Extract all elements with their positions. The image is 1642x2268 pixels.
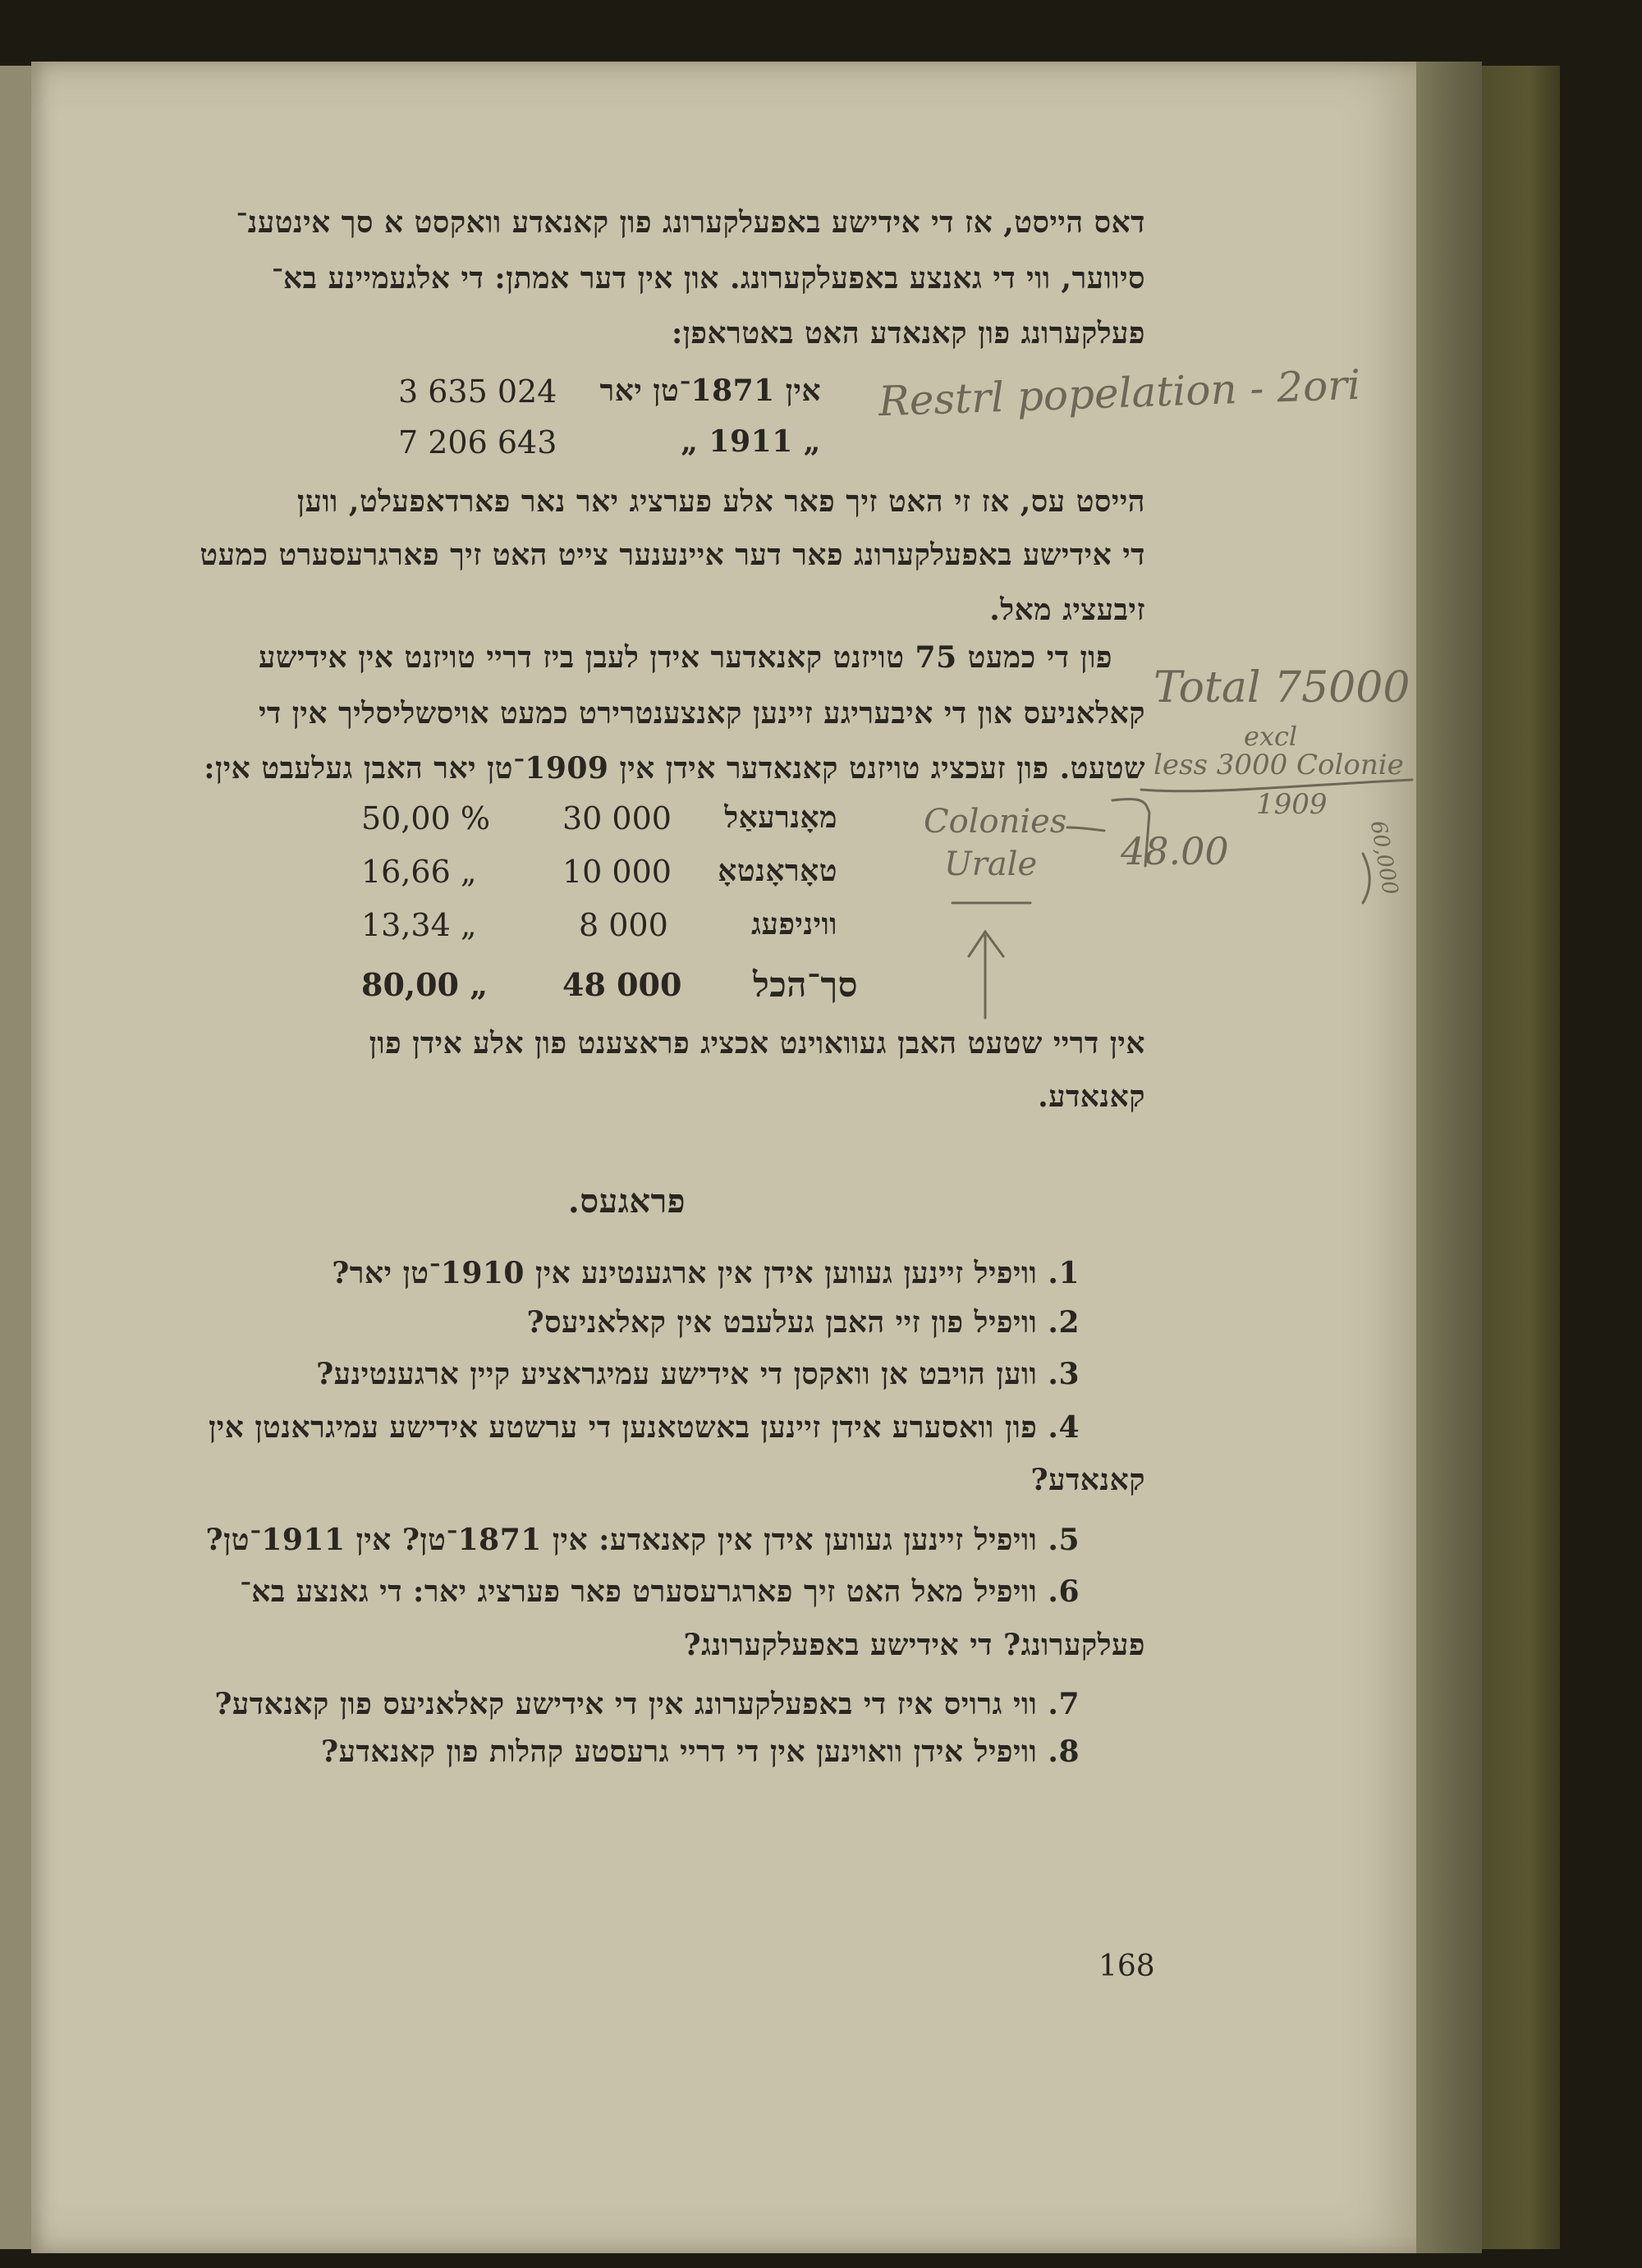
pencil-bracket-mark <box>1112 799 1149 866</box>
city-percent-winnipeg: 13,34 „ <box>361 907 477 943</box>
population-label-1911: „ 1911 „ <box>681 424 821 459</box>
question-5: 5. וויפיל זיינען געווען אידן אין קאנאדע: אין 1871־טן? אין 1911־טן? <box>205 1523 1080 1557</box>
annotation-excl: excl <box>1244 721 1298 752</box>
city-name-montreal: מאָנרעאַל <box>724 800 837 835</box>
question-7: 7. ווי גרויס איז די באפעלקערונג אין די אידישע קאלאניעס פון קאנאדע? <box>214 1687 1080 1721</box>
paragraph2-line1: הייסט עס, אז זי האט זיך פאר אלע פערציג יאר נאר פארדאפעלט, ווען <box>296 484 1145 519</box>
paragraph3-line1: פון די כמעט 75 טויזנט קאנאדער אידן לעבן ביז דריי טויזנט אין אידישע <box>258 640 1112 675</box>
paragraph2-line2: די אידישע באפעלקערונג פאר דער איינענער צייט האט זיך פארגרעסערט כמעט <box>200 538 1145 572</box>
paragraph3-line3: שטעט. פון זעכציג טויזנט קאנאדער אידן אין 1909־טן יאר האבן געלעבט אין: <box>204 751 1145 786</box>
annotation-total: Total 75000 <box>1154 663 1410 712</box>
population-label-1871: אין 1871־טן יאר <box>599 373 821 408</box>
annotation-48000: 48.00 <box>1121 829 1229 873</box>
question-4: 4. פון וואסערע אידן זיינען באשטאנען די ערשטע אידישע עמיגראנטן אין <box>209 1410 1080 1445</box>
city-percent-montreal: 50,00 % <box>361 800 490 836</box>
question-2: 2. וויפיל פון זיי האבן געלעבט אין קאלאניעס? <box>526 1305 1080 1340</box>
question-3: 3. ווען הויבט אן וואקסן די אידישע עמיגראציע קיין ארגענטינע? <box>316 1357 1080 1391</box>
paragraph3-line2: קאלאניעס און די איבעריגע זיינען קאנצענטרירט כמעט אויסשליסליך אין די <box>258 696 1145 731</box>
city-name-winnipeg: וויניפעג <box>751 907 837 942</box>
question-4-cont: קאנאדע? <box>1030 1463 1145 1497</box>
pencil-strike-mark <box>1141 780 1412 791</box>
city-percent-toronto: 16,66 „ <box>361 854 477 890</box>
city-count-winnipeg: 8 000 <box>579 907 668 943</box>
question-8: 8. וויפיל אידן וואוינען אין די דריי גרעסטע קהלות פון קאנאדע? <box>321 1734 1080 1769</box>
pencil-dash-mark <box>1067 827 1104 831</box>
annotation-colonies: Colonies <box>924 803 1067 841</box>
city-name-total: סך־הכל <box>753 964 858 1005</box>
pencil-brace-mark <box>1363 854 1369 903</box>
city-count-toronto: 10 000 <box>562 854 672 890</box>
question-6: 6. וויפיל מאל האט זיך פארגרעסערט פאר פערציג יאר: די גאנצע בא־ <box>240 1574 1080 1609</box>
paragraph4-line1: אין דריי שטעט האבן געוואוינט אכציג פראצענט פון אלע אידן פון <box>369 1026 1145 1061</box>
question-1: 1. וויפיל זיינען געווען אידן אין ארגענטינע אין 1910־טן יאר? <box>332 1256 1080 1290</box>
page-number: 168 <box>1098 1950 1155 1983</box>
paragraph2-line3: זיבעציג מאל. <box>989 593 1145 627</box>
annotation-urale: Urale <box>944 845 1038 883</box>
population-value-1911: 7 206 643 <box>398 424 557 460</box>
annotation-restrl-population: Restrl popelation - 2ori <box>878 360 1362 426</box>
annotation-60000: 60,000 <box>1365 818 1403 897</box>
paragraph1-line3: פעלקערונג פון קאנאדע האט באטראפן: <box>671 316 1145 351</box>
annotation-less-colonie: less 3000 Colonie <box>1154 749 1404 781</box>
annotation-year: 1909 <box>1256 788 1328 821</box>
city-name-toronto: טאָראָנטאָ <box>718 854 837 888</box>
paragraph4-line2: קאנאדע. <box>1038 1079 1145 1114</box>
questions-heading: פראגעס. <box>567 1182 686 1221</box>
city-count-montreal: 30 000 <box>562 800 672 836</box>
city-count-total: 48 000 <box>562 966 682 1003</box>
question-6-cont: פעלקערונג? די אידישע באפעלקערונג? <box>683 1628 1145 1662</box>
population-value-1871: 3 635 024 <box>398 373 557 410</box>
city-percent-total: 80,00 „ <box>361 966 488 1003</box>
paragraph1-line1: דאס הייסט, אז די אידישע באפעלקערונג פון קאנאדע וואקסט א סך אינטענ־ <box>236 205 1145 240</box>
paragraph1-line2: סיווער, ווי די גאנצע באפעלקערונג. און אין דער אמתן: די אלגעמיינע בא־ <box>271 261 1145 296</box>
